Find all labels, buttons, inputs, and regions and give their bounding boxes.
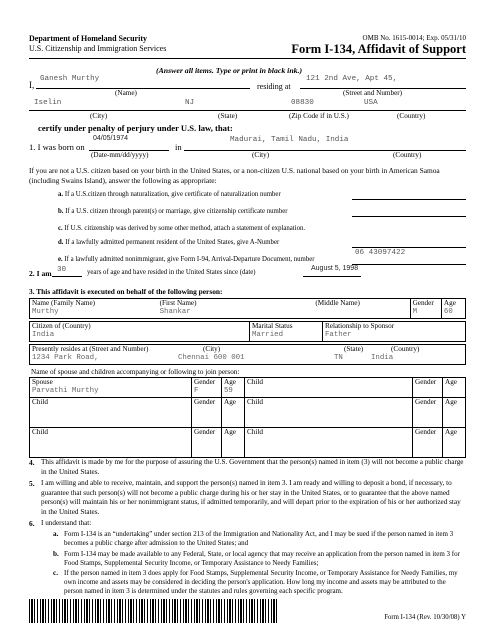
child-gender-cell-1[interactable] <box>413 378 443 398</box>
item-b: b. If a U.S. citizen through parent(s) or marriage, give citizenship certificate number <box>58 208 288 215</box>
para6-number: 6. <box>29 519 35 528</box>
child-cell-3[interactable] <box>245 398 413 428</box>
i94-number-field[interactable]: 06 43097422 <box>355 249 406 257</box>
state-caption: (State) <box>218 112 238 120</box>
since-date-field[interactable]: August 5, 1998 <box>311 265 359 272</box>
age-cell[interactable] <box>441 299 465 319</box>
sponsor-city-field[interactable]: Iselin <box>34 99 62 107</box>
first-name-cell[interactable] <box>158 299 314 319</box>
sponsor-name-line <box>36 88 250 89</box>
omb-number: OMB No. 1615-0014; Exp. 05/31/10 <box>362 34 466 42</box>
relationship-value: Father <box>325 331 352 339</box>
age-line <box>52 276 82 277</box>
family-name-cell[interactable] <box>30 299 158 319</box>
res-city-cell[interactable] <box>178 345 322 365</box>
para6c-letter: c. <box>53 569 58 577</box>
form-revision: Form I-134 (Rev. 10/30/08) Y <box>384 614 466 621</box>
child-header-2: Child <box>32 398 48 406</box>
res-country-value: India <box>371 354 394 362</box>
citizen-cell[interactable] <box>30 322 250 342</box>
birth-place-line <box>184 150 466 151</box>
spouse-gender-cell[interactable] <box>192 378 222 398</box>
item3-heading: 3. This affidavit is executed on behalf of the following person: <box>29 287 223 296</box>
child-cell-4[interactable] <box>30 428 192 458</box>
item-e-answer <box>352 264 466 265</box>
item-d-answer[interactable] <box>352 247 466 248</box>
child-gender-cell-5[interactable] <box>413 428 443 458</box>
agency-name: U.S. Citizenship and Immigration Services <box>29 44 167 53</box>
child-age-cell-5[interactable] <box>443 428 466 458</box>
dob-field[interactable]: 04/05/1974 <box>93 135 129 142</box>
header-divider <box>29 58 466 59</box>
para6a-letter: a. <box>53 530 59 538</box>
child-age-header-1: Age <box>445 378 457 386</box>
country-caption: (Country) <box>397 112 426 120</box>
middle-name-header: (Middle Name) <box>315 299 360 307</box>
birth-city-caption: (City) <box>252 151 270 159</box>
name-caption: (Name) <box>115 89 137 97</box>
spouse-cell[interactable] <box>30 378 192 398</box>
spouse-header: Spouse <box>32 378 53 386</box>
city-caption: (City) <box>90 112 108 120</box>
citizen-header: Citizen of (Country) <box>32 322 91 330</box>
item-c: c. If U.S. citizenship was derived by some other method, attach a statement of explanation. <box>58 225 306 232</box>
marital-header: Marital Status <box>252 322 293 330</box>
marital-value: Married <box>252 331 284 339</box>
spouse-age-header: Age <box>224 378 236 386</box>
i-label: I, <box>29 80 35 90</box>
street-caption: (Street and Number) <box>343 89 403 97</box>
child-age-cell-3[interactable] <box>443 398 466 428</box>
dob-caption: (Date-mm/dd/yyyy) <box>91 151 149 159</box>
res-street-value: 1234 Park Road, <box>32 354 99 362</box>
instruction-text: (Answer all items. Type or print in black ink.) <box>156 66 303 75</box>
para5-number: 5. <box>29 479 35 488</box>
age-header: Age <box>443 299 456 307</box>
res-country-header: (Country) <box>391 345 420 353</box>
spouse-gender-header: Gender <box>194 378 216 386</box>
child-gender-header-5: Gender <box>415 428 437 436</box>
item2-suffix: years of age and have resided in the United States since (date) <box>87 269 256 276</box>
spouse-gender-value: F <box>194 387 199 395</box>
citizenship-intro: If you are not a U.S. citizen based on your birth in the United States, or a non-citizen U.S. national based on your birth in American Samoa (including Swains Island), answer the following as appropriate: <box>29 166 440 185</box>
para4-number: 4. <box>29 458 35 467</box>
relationship-cell[interactable] <box>323 322 466 342</box>
child-gender-cell-3[interactable] <box>413 398 443 428</box>
family-name-value: Murthy <box>32 308 59 316</box>
first-name-value: Shankar <box>159 308 191 316</box>
child-header-3: Child <box>247 398 263 406</box>
sponsor-street-field[interactable]: 121 2nd Ave, Apt 45, <box>306 75 398 83</box>
child-header-4: Child <box>32 428 48 436</box>
res-state-header: (State) <box>344 345 364 353</box>
zip-caption: (Zip Code if in U.S.) <box>289 112 349 120</box>
born-on-label: 1. I was born on <box>29 142 85 152</box>
barcode-image <box>29 599 279 623</box>
res-city-header: (City) <box>203 345 221 353</box>
child-header-1: Child <box>247 378 263 386</box>
address-line <box>29 110 466 111</box>
age-value: 60 <box>443 308 453 316</box>
child-header-5: Child <box>247 428 263 436</box>
child-cell-1[interactable] <box>245 378 413 398</box>
certify-statement: certify under penalty of perjury under U.S. law, that: <box>38 123 233 133</box>
item-a: a. If a U.S.citizen through naturalization, give certificate of naturalization number <box>58 191 281 198</box>
middle-name-cell[interactable] <box>313 299 410 319</box>
spouse-children-heading: Name of spouse and children accompanying or following to join person: <box>31 368 240 376</box>
age-field[interactable]: 30 <box>57 266 67 274</box>
child-age-header-3: Age <box>445 398 457 406</box>
in-label: in <box>175 142 182 152</box>
item2-prefix: 2. I am <box>29 269 52 278</box>
child-gender-cell-2[interactable] <box>192 398 222 428</box>
spouse-age-value: 59 <box>224 387 233 395</box>
item-e: e. If a lawfully admitted nonimmigrant, give Form I-94, Arrival-Departure Document, number <box>58 256 315 263</box>
child-age-cell-4[interactable] <box>222 428 245 458</box>
family-name-header: Name (Family Name) <box>32 299 96 307</box>
form-title: Form I-134, Affidavit of Support <box>291 42 466 56</box>
child-cell-2[interactable] <box>30 398 192 428</box>
relationship-header: Relationship to Sponsor <box>325 322 395 330</box>
residence-table <box>29 344 466 365</box>
res-country-cell[interactable] <box>371 345 466 365</box>
child-gender-header-1: Gender <box>415 378 437 386</box>
item-d: d. If a lawfully admitted permanent resident of the United States, give A-Number <box>58 239 280 246</box>
para6b-text: Form I-134 may be made available to any Federal, State, or local agency that may receive an application from the person named in item 3 for Food Stamps, Supplemental Security Income, or Temporary Assistance to Needy Families; <box>64 550 460 568</box>
child-gender-header-2: Gender <box>194 398 216 406</box>
child-cell-5[interactable] <box>245 428 413 458</box>
para5-text: I am willing and able to receive, maintain, and support the person(s) named in item 3. I am ready and willing to deposit a bond, if necessary, to guarantee that such person(s) will not become a public charge during his or her stay in the United States, or to guarantee that the above named person(s) will maintain his or her nonimmigrant status, if admitted temporarily, and will depart prior to the expiration of his or her authorized stay in the United States. <box>41 479 461 516</box>
child-age-header-2: Age <box>224 398 236 406</box>
para6c-text: If the person named in item 3 does apply for Food Stamps, Supplemental Security Income, or Temporary Assistance for Needy Families, my own income and assets may be considered in deciding the person's application. How long my income and assets may be attributed to the person named in item 3 is determined under the statutes and rules governing each specific program. <box>64 569 458 596</box>
para6a-text: Form I-134 is an “undertaking” under section 213 of the Immigration and Nationality Act, and I may be sued if the person named in item 3 becomes a public charge after admission to the United States; and <box>64 530 454 548</box>
marital-cell[interactable] <box>250 322 323 342</box>
res-street-cell[interactable] <box>30 345 192 365</box>
sponsor-zip-field[interactable]: 08830 <box>291 99 314 107</box>
resides-header: Presently resides at (Street and Number) <box>32 345 149 353</box>
item-a-answer[interactable] <box>352 199 466 200</box>
beneficiary-table <box>29 298 466 319</box>
sponsor-state-field[interactable]: NJ <box>185 99 195 107</box>
spouse-age-cell[interactable] <box>222 378 245 398</box>
para6b-letter: b. <box>53 550 59 558</box>
item-b-answer[interactable] <box>352 216 466 217</box>
spouse-name-value: Parvathi Murthy <box>32 387 99 395</box>
child-age-cell-1[interactable] <box>443 378 466 398</box>
gender-cell[interactable] <box>410 299 441 319</box>
para4-text: This affidavit is made by me for the purpose of assuring the U.S. Government that the person(s) named in item (3) will not become a public charge in the United States. <box>41 458 464 476</box>
beneficiary-status-table <box>29 321 466 342</box>
para6-text: I understand that: <box>41 519 92 527</box>
residing-at-label: residing at <box>257 82 291 91</box>
child-gender-header-4: Gender <box>194 428 216 436</box>
department-name: Department of Homeland Security <box>29 34 147 43</box>
gender-header: Gender <box>412 299 434 307</box>
since-date-line <box>303 276 361 277</box>
gender-value: M <box>412 308 417 316</box>
child-age-cell-2[interactable] <box>222 398 245 428</box>
res-state-value: TN <box>334 354 343 362</box>
child-gender-cell-4[interactable] <box>192 428 222 458</box>
citizen-value: India <box>32 331 55 339</box>
res-city-value: Chennai 600 001 <box>178 354 245 362</box>
sponsor-name-field[interactable]: Ganesh Murthy <box>40 75 100 83</box>
first-name-header: (First Name) <box>159 299 197 307</box>
child-gender-header-3: Gender <box>415 398 437 406</box>
birth-place-field[interactable]: Madurai, Tamil Nadu, India <box>230 136 349 144</box>
birth-country-caption: (Country) <box>393 151 422 159</box>
family-table <box>29 377 466 458</box>
sponsor-country-field[interactable]: USA <box>364 99 378 107</box>
child-age-header-5: Age <box>445 428 457 436</box>
child-age-header-4: Age <box>224 428 236 436</box>
